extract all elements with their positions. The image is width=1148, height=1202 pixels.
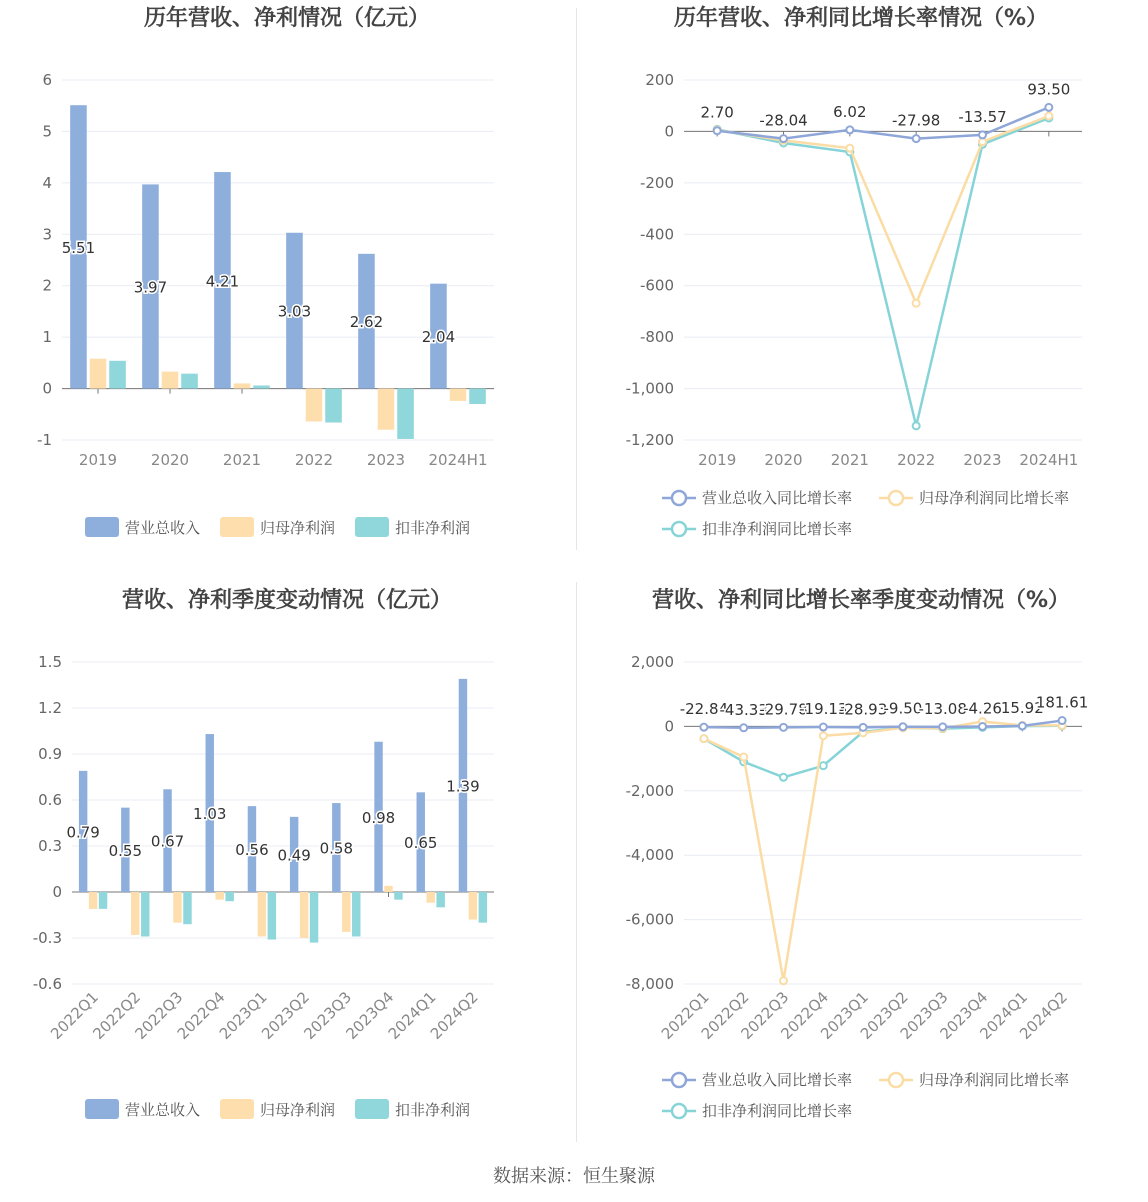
y-tick-label: -1,000 [625,379,674,398]
point-营业总收入同比增长率 [860,724,867,731]
bar-归母净利润 [450,389,467,401]
point-营业总收入同比增长率 [780,135,787,142]
legend-item [220,517,335,537]
point-营业总收入同比增长率 [1045,104,1052,111]
legend-label: 扣非净利润同比增长率 [702,1102,853,1120]
point-归母净利润同比增长率 [780,977,787,984]
bar-归母净利润 [378,389,395,430]
y-tick-label: 0.9 [38,745,62,763]
line-扣非净利润同比增长率 [717,118,1049,426]
y-tick-label: -800 [639,328,674,347]
bar-归母净利润 [89,892,97,909]
y-tick-label: -400 [639,225,674,244]
point-营业总收入同比增长率 [913,135,920,142]
legend-item [662,1102,852,1120]
chart-title: 历年营收、净利情况（亿元） [143,6,431,31]
point-归母净利润同比增长率 [846,145,853,152]
x-tick-label: 2024H1 [1019,451,1079,469]
data-label: -13.57 [958,107,1007,126]
x-tick-label: 2023Q2 [856,988,912,1043]
data-label: 0.55 [108,841,143,860]
x-tick-label: 2022Q3 [131,988,187,1043]
legend-swatch [85,517,119,537]
data-label: 15.92 [1000,698,1044,717]
y-tick-label: 1.5 [38,653,62,671]
bar-归母净利润 [131,892,139,935]
chart-quarterly_growth [574,582,1148,1152]
x-tick-label: 2023Q3 [896,988,952,1043]
bar-扣非净利润 [479,892,487,923]
point-营业总收入同比增长率 [899,723,906,730]
y-tick-label: -6,000 [625,910,674,929]
y-tick-label: -600 [639,276,674,295]
bar-扣非净利润 [436,892,444,907]
legend-marker [889,1073,903,1087]
bar-归母净利润 [300,892,308,938]
legend-marker [889,491,903,505]
point-扣非净利润同比增长率 [913,422,920,429]
x-tick-label: 2023Q4 [936,988,992,1043]
x-tick-label: 2022Q3 [737,988,793,1043]
line-归母净利润同比增长率 [704,722,1062,981]
legend-item [85,1099,200,1119]
x-tick-label: 2023Q4 [342,988,398,1043]
data-label: 3.97 [133,278,168,297]
y-tick-label: -0.3 [32,929,62,947]
x-tick-label: 2024H1 [428,451,488,469]
point-营业总收入同比增长率 [846,126,853,133]
y-tick-label: -8,000 [625,975,674,993]
bar-归母净利润 [173,892,181,923]
x-tick-label: 2023Q2 [258,988,313,1043]
x-tick-label: 2023Q1 [817,988,872,1043]
legend-label: 归母净利润同比增长率 [919,1071,1070,1089]
bar-扣非净利润 [394,892,402,900]
legend-marker [672,491,686,505]
data-label: -19.13 [799,700,848,719]
quarterly-growth-panel [574,582,1148,1152]
x-tick-label: 2022 [294,451,334,469]
divider-bottom [576,582,577,1142]
divider-top [576,8,577,550]
chart-title: 营收、净利季度变动情况（亿元） [121,588,453,613]
y-tick-label: 0 [664,717,674,736]
point-营业总收入同比增长率 [740,724,747,731]
legend-marker [672,522,686,536]
point-扣非净利润同比增长率 [780,774,787,781]
legend-swatch [220,517,254,537]
x-tick-label: 2021 [830,451,869,469]
bar-扣非净利润 [181,374,198,389]
legend-marker [672,1104,686,1118]
data-source-note: 数据来源：恒生聚源 [493,1166,655,1187]
legend-item [662,520,852,538]
x-tick-label: 2024Q2 [426,988,482,1043]
chart-annual_growth [574,0,1148,580]
y-tick-label: 3 [42,225,52,244]
y-tick-label: -200 [639,173,674,192]
y-tick-label: 1 [42,328,52,347]
data-label: 3.03 [277,302,312,321]
data-label: 1.39 [446,777,480,796]
data-label: 181.61 [1035,693,1089,712]
data-label: -28.04 [759,111,808,130]
point-营业总收入同比增长率 [780,724,787,731]
bar-扣非净利润 [352,892,360,936]
bar-归母净利润 [234,383,251,388]
x-tick-label: 2022Q4 [777,988,833,1043]
point-归母净利润同比增长率 [820,732,827,739]
legend-label: 归母净利润同比增长率 [919,489,1070,507]
data-label: 2.04 [421,328,456,347]
data-label: 0.49 [277,846,311,865]
point-归母净利润同比增长率 [1045,113,1052,120]
data-label: 93.50 [1027,80,1071,99]
bar-扣非净利润 [310,892,318,943]
line-扣非净利润同比增长率 [704,726,1062,778]
legend-item [85,517,200,537]
legend-label: 归母净利润 [260,519,336,537]
data-label: 0.79 [66,823,100,842]
y-tick-label: 200 [645,71,674,89]
legend-label: 营业总收入 [125,1101,201,1119]
bar-扣非净利润 [141,892,149,936]
data-label: 5.51 [61,238,96,257]
data-label: -43.33 [719,700,768,719]
data-label: 1.03 [193,805,227,824]
line-归母净利润同比增长率 [717,116,1049,303]
x-tick-label: 2020 [764,451,803,469]
data-label: -22.84 [679,700,729,719]
x-tick-label: 2022Q4 [173,988,229,1043]
chart-title: 历年营收、净利同比增长率情况（%） [673,6,1049,31]
bar-扣非净利润 [109,361,126,389]
data-label: 6.02 [833,102,867,121]
bar-归母净利润 [469,892,477,920]
point-营业总收入同比增长率 [714,127,721,134]
y-tick-label: 0 [42,379,52,398]
data-label: 0.67 [150,832,185,851]
legend-swatch [220,1099,254,1119]
bar-扣非净利润 [469,389,486,404]
bar-扣非净利润 [325,389,342,423]
data-label: -28.93 [838,700,888,719]
x-tick-label: 2024Q1 [976,988,1032,1043]
x-tick-label: 2021 [222,451,262,469]
data-label: 0.58 [319,839,354,858]
point-归母净利润同比增长率 [913,300,920,307]
point-营业总收入同比增长率 [979,723,986,730]
data-label: -4.26 [963,699,1002,718]
legend-swatch [355,1099,389,1119]
x-tick-label: 2023Q3 [300,988,356,1043]
y-tick-label: 1.2 [38,699,62,717]
data-label: -29.78 [759,700,808,719]
data-label: 4.21 [205,272,240,291]
y-tick-label: 0.3 [38,837,62,855]
bar-扣非净利润 [397,389,414,439]
point-营业总收入同比增长率 [700,724,707,731]
legend-item [220,1099,335,1119]
legend-label: 营业总收入 [125,519,201,537]
bar-归母净利润 [90,359,107,389]
bar-归母净利润 [426,892,434,903]
data-label: 0.98 [361,808,396,827]
legend-swatch [355,517,389,537]
y-tick-label: 4 [42,173,52,192]
point-扣非净利润同比增长率 [820,762,827,769]
annual-amounts-panel [0,0,574,580]
x-tick-label: 2022Q1 [657,988,713,1043]
point-归母净利润同比增长率 [700,735,707,742]
chart-quarterly_amounts [0,582,574,1152]
point-归母净利润同比增长率 [740,753,747,760]
point-营业总收入同比增长率 [1019,722,1026,729]
point-营业总收入同比增长率 [979,131,986,138]
legend-label: 扣非净利润 [395,1101,471,1119]
data-label: 2.62 [349,313,384,332]
y-tick-label: 2,000 [631,653,674,671]
y-tick-label: 6 [42,71,52,89]
legend-label: 营业总收入同比增长率 [702,1071,853,1089]
bar-扣非净利润 [253,385,270,388]
point-营业总收入同比增长率 [820,724,827,731]
x-tick-label: 2020 [150,451,190,469]
bar-归母净利润 [306,389,323,422]
x-tick-label: 2023Q1 [215,988,271,1043]
quarterly-amounts-panel [0,582,574,1152]
x-tick-label: 2019 [698,451,737,469]
y-tick-label: -1 [37,431,52,449]
annual-growth-panel [574,0,1148,580]
legend-item [355,1099,470,1119]
legend-label: 归母净利润 [260,1101,336,1119]
chart-title: 营收、净利同比增长率季度变动情况（%） [651,588,1071,613]
y-tick-label: 0 [52,883,62,901]
legend-item [355,517,470,537]
legend-label: 扣非净利润同比增长率 [702,520,853,538]
legend-label: 扣非净利润 [395,519,471,537]
x-tick-label: 2023 [366,451,406,469]
x-tick-label: 2022Q1 [47,988,102,1043]
y-tick-label: -0.6 [32,975,62,993]
legend-label: 营业总收入同比增长率 [702,489,853,507]
x-tick-label: 2022Q2 [89,988,145,1043]
data-label: -13.08 [918,699,967,718]
y-tick-label: 2 [42,276,52,295]
y-tick-label: -4,000 [625,846,674,865]
y-tick-label: -1,200 [625,431,674,449]
legend-item [879,489,1069,507]
bar-归母净利润 [342,892,350,932]
data-label: 2.70 [700,103,734,122]
bar-扣非净利润 [225,892,233,901]
data-label: 0.65 [404,834,438,853]
legend-marker [672,1073,686,1087]
x-tick-label: 2024Q2 [1016,988,1071,1043]
legend-item [662,1071,852,1089]
bar-归母净利润 [384,886,392,892]
point-营业总收入同比增长率 [1059,717,1066,724]
legend-swatch [85,1099,119,1119]
x-tick-label: 2019 [78,451,118,469]
chart-annual_amounts [0,0,574,580]
x-tick-label: 2023 [963,451,1002,469]
x-tick-label: 2024Q1 [384,988,440,1043]
y-tick-label: 0.6 [38,791,62,809]
bar-归母净利润 [215,892,223,900]
data-label: -9.50 [883,699,923,718]
point-营业总收入同比增长率 [939,723,946,730]
bar-归母净利润 [258,892,266,936]
legend-item [879,1071,1069,1089]
x-tick-label: 2022 [897,451,936,469]
data-label: -27.98 [891,111,941,130]
bar-扣非净利润 [99,892,107,909]
bar-归母净利润 [162,372,179,389]
bar-扣非净利润 [183,892,191,924]
legend-item [662,489,852,507]
y-tick-label: 5 [42,122,52,141]
y-tick-label: 0 [664,122,674,141]
data-label: 0.56 [235,841,269,860]
y-tick-label: -2,000 [625,781,674,800]
bar-扣非净利润 [268,892,276,940]
x-tick-label: 2022Q2 [697,988,753,1043]
